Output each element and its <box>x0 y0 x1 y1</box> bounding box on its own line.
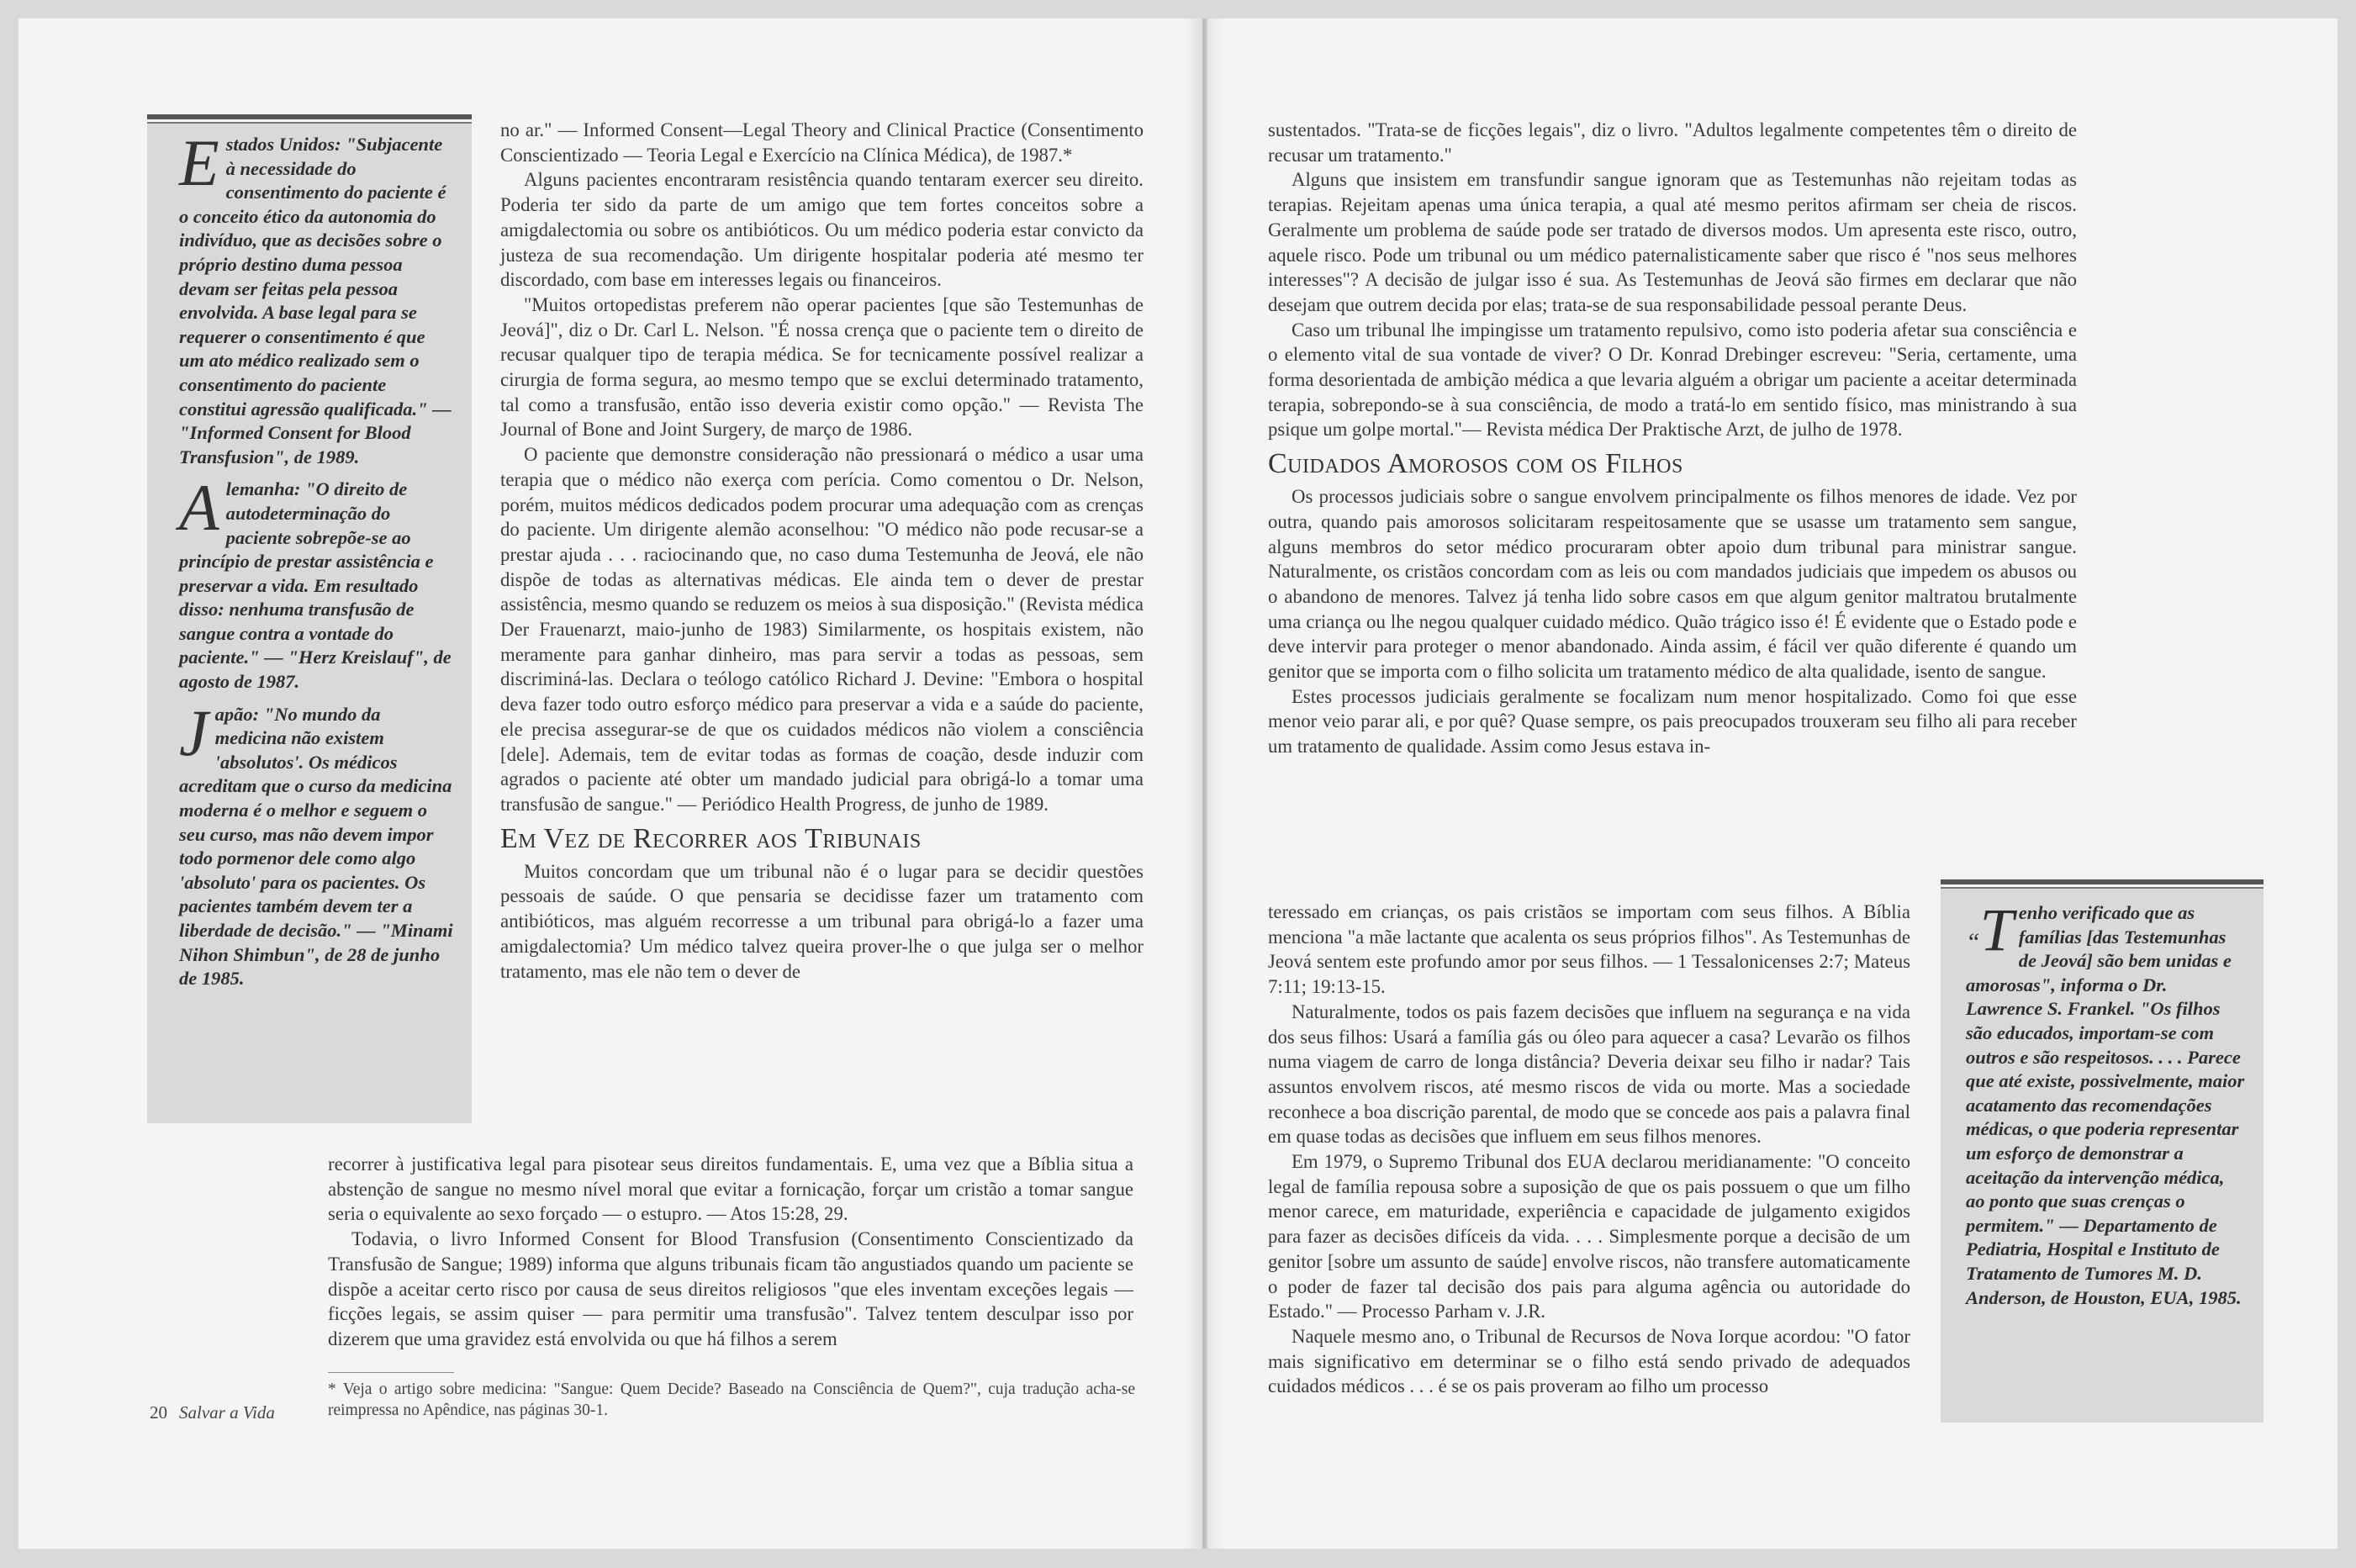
left-lower-column <box>328 1152 1133 1352</box>
paragraph: sustentados. "Trata-se de ficções legais", diz o livro. "Adultos legalmente competentes têm o direito de recusar um tratamento." <box>1268 119 2077 166</box>
section-heading-children: Cuidados Amorosos com os Filhos <box>1268 448 1683 480</box>
paragraph: Naquele mesmo ano, o Tribunal de Recursos de Nova Iorque acordou: "O fator mais significativo em determinar se o filho está sendo privado de adequados cuidados médicos . . . é se os pais proveram ao filho um processo <box>1268 1325 1910 1397</box>
sidebar-quote-text: stados Unidos: "Subjacente à necessidade do consentimento do paciente é o conceito ético da autonomia do indivíduo, que as decisões sobre o próprio destino duma pessoa devam ser feitas pela pessoa envolvida. A base legal para se requerer o consentimento é que um ato médico realizado sem o consentimento do paciente constitui agressão qualificada." — "Informed Consent for Blood Transfusion", de 1989. <box>179 134 452 467</box>
dropcap: E <box>179 126 219 199</box>
dropcap <box>1966 896 2014 968</box>
paragraph: no ar." — Informed Consent—Legal Theory and Clinical Practice (Consentimento Conscientizado — Teoria Legal e Exercício na Clínica Médica), de 1987.* <box>500 119 1144 166</box>
paragraph: Em 1979, o Supremo Tribunal dos EUA declarou meridianamente: "O conceito legal de família repousa sobre a suposição de que os pais possuem o que um filho menor carece, em maturidade, experiência e capacidade de julgamento exigidos para fazer as decisões difíceis da vida. . . . Simplesmente porque a decisão de um genitor [sobre um assunto de saúde] envolve riscos, não transfere automaticamente o poder de fazer tal decisão dos pais para alguma agência ou autoridade do Estado." — Processo Parham v. J.R. <box>1268 1151 1910 1323</box>
dropcap-letter: T <box>1979 896 2014 964</box>
book-title: Salvar a Vida <box>179 1402 275 1423</box>
paragraph: O paciente que demonstre consideração não pressionará o médico a usar uma terapia que o médico não exerça com perícia. Como comentou o Dr. Nelson, porém, muitos médicos dedicados podem procurar uma adequação com as crenças do paciente. Um dirigente alemão aconselhou: "O médico não pode recusar-se a prestar ajuda . . . raciocinando que, no caso duma Testemunha de Jeová, ele não dispõe de todas as alternativas médicas. Ele ainda tem o dever de prestar assistência, mesmo quando se reduzem os meios à sua disposição." (Revista médica Der Frauenarzt, maio-junho de 1983) Similarmente, os hospitais existem, não meramente para ganhar dinheiro, mas para servir a todas as pessoas, sem discriminá-las. Declara o teólogo católico Richard J. Devine: "Embora o hospital deva fazer todo outro esforço médico para preservar a vida e a saúde do paciente, ele precisa assegurar-se de que os cuidados médicos não violem a consciência [dele]. Ademais, tem de evitar todas as formas de coação, desde induzir com agrados o paciente até obter um mandado judicial para obrigá-lo a tomar uma transfusão de sangue." — Periódico Health Progress, de junho de 1989. <box>500 444 1144 815</box>
paragraph: recorrer à justificativa legal para pisotear seus direitos fundamentais. E, uma vez que a Bíblia situa a abstenção de sangue no mesmo nível moral que evitar a fornicação, forçar um cristão a tomar sangue seria o equivalente ao sexo forçado — o estupro. — Atos 15:28, 29. <box>328 1154 1133 1225</box>
sidebar-quote-text: enho verificado que as famílias [das Testemunhas de Jeová] são bem unidas e amorosas", informa o Dr. Lawrence S. Frankel. "Os filhos são educados, importam-se com outros e são respeitosos. . . . Parece que até existe, possivelmente, maior acatamento das recomendações médicas, o que poderia representar um esforço de demonstrar a aceitação da intervenção médica, ao ponto que suas crenças o permitem." — Departamento de Pediatria, Hospital e Instituto de Tratamento de Tumores M. D. Anderson, de Houston, EUA, 1985. <box>1966 902 2245 1308</box>
open-quote-mark: “ <box>1966 928 1980 956</box>
left-main-column <box>500 118 1144 984</box>
paragraph: Estes processos judiciais geralmente se focalizam num menor hospitalizado. Como foi que esse menor veio parar ali, e por quê? Quase sempre, os pais preocupados trouxeram seu filho ali para receber um tratamento de qualidade. Assim como Jesus estava in- <box>1268 685 2077 758</box>
paragraph: Naturalmente, todos os pais fazem decisões que influem na segurança e na vida dos seus filhos: Usará a família gás ou óleo para aquecer a casa? Levarão os filhos numa viagem de carro de longa distância? Deveria deixar seu filho ir nadar? Tais assuntos envolvem riscos, até mesmo riscos de vida ou morte. Mas a sociedade reconhece a boa discrição parental, de modo que se concede aos pais a palavra final em quase todas as decisões que influem em seus filhos menores. <box>1268 1000 1910 1148</box>
paragraph: Todavia, o livro Informed Consent for Blood Transfusion (Consentimento Conscientizado da Transfusão de Sangue; 1989) informa que alguns tribunais ficam tão angustiados quando um paciente se dispõe a aceitar certo risco por causa de seus direitos religiosos "que eles inventam exceções legais — ficções legais, se assim quiser — para permitir uma transfusão". Talvez tentem desculpar isso por dizerem que uma gravidez está envolvida ou que há filhos a serem <box>328 1228 1133 1349</box>
sidebar-quote-usa <box>179 126 455 469</box>
footnote-divider <box>328 1372 454 1373</box>
right-narrow-column <box>1268 900 1910 1399</box>
paragraph: Alguns que insistem em transfundir sangue ignoram que as Testemunhas não rejeitam todas as terapias. Rejeitam apenas uma única terapia, a qual até mesmo peritos afirmam ser cheia de riscos. Geralmente um problema de saúde pode ser tratado de diversos modos. Um apresenta este risco, outro, aquele risco. Pode um tribunal ou um médico paternalisticamente saber que risco é "nos seus melhores interesses"? A decisão de julgar isso é sua. As Testemunhas de Jeová são firmes em declarar que não desejam que outrem decida por elas; trata-se de sua responsabilidade pessoal perante Deus. <box>1268 169 2077 315</box>
paragraph: Os processos judiciais sobre o sangue envolvem principalmente os filhos menores de idade. Vez por outra, quando pais amorosos solicitaram respeitosamente que se usasse um tratamento sem sangue, alguns membros do setor médico procuraram obter apoio dum tribunal para ministrar sangue. Naturalmente, os cristãos concordam com as leis ou com mandados judiciais que impedem os abusos ou o abandono de menores. Talvez já tenha lido sobre casos em que algum genitor maltratou brutalmente uma criança ou lhe negou qualquer cuidado médico. Quão trágico isso é! É evidente que o Estado pode e deve intervir para proteger o menor abandonado. Ainda assim, é fácil ver quão diferente é quando um genitor que se importa com o filho solicita um tratamento médico de alta qualidade, isento de sangue. <box>1268 486 2077 683</box>
dropcap: J <box>179 695 209 769</box>
left-sidebar-quotes <box>147 114 472 1123</box>
sidebar-quote-text: apão: "No mundo da medicina não existem 'absolutos'. Os médicos acreditam que o curso da medicina moderna é o melhor e seguem o seu curso, mas não devem impor todo pormenor dele como algo 'absoluto' para os pacientes. Os pacientes também devem ter a liberdade de decisão." — "Minami Nihon Shimbun", de 28 de junho de 1985. <box>179 703 453 990</box>
right-sidebar-quote <box>1941 879 2264 1423</box>
page-number: 20 <box>150 1402 167 1423</box>
paragraph: Muitos concordam que um tribunal não é o lugar para se decidir questões pessoais de saúde. O que pensaria se decidisse fazer um tratamento com antibióticos, mas alguém recorresse a um tribunal para obrigá-lo a fazer uma amigdalectomia? Um médico talvez queira prover-lhe o que julga ser o melhor tratamento, mas ele não tem o dever de <box>500 860 1144 982</box>
paragraph: teressado em crianças, os pais cristãos se importam com seus filhos. A Bíblia menciona "a mãe lactante que acalenta os seus próprios filhos". As Testemunhas de Jeová sentem este profundo amor por seus filhos. — 1 Tessalonicenses 2:7; Mateus 7:11; 19:13-15. <box>1268 901 1910 998</box>
page-folio <box>150 1402 275 1423</box>
sidebar-quote-frankel <box>1966 896 2245 1310</box>
paragraph: "Muitos ortopedistas preferem não operar pacientes [que são Testemunhas de Jeová]", diz o Dr. Carl L. Nelson. "É nossa crença que o paciente tem o direito de recusar qualquer tipo de terapia médica. Se for tecnicamente possível realizar a cirurgia de forma segura, ao mesmo tempo que se exclui determinado tratamento, tal como a transfusão, então isso deveria existir como opção." — Revista The Journal of Bone and Joint Surgery, de março de 1986. <box>500 293 1144 441</box>
dropcap: A <box>179 471 219 545</box>
book-gutter <box>1187 18 1221 1549</box>
paragraph: Alguns pacientes encontraram resistência quando tentaram exercer seu direito. Poderia ter sido da parte de um amigo que tem fortes conceitos sobre a amigdalectomia ou sobre os antibióticos. Ou um médico poderia estar convicto da justeza de sua recomendação. Um dirigente hospitalar poderia até mesmo ter discordado, com base em interesses legais ou financeiros. <box>500 169 1144 291</box>
sidebar-quote-germany <box>179 471 455 694</box>
sidebar-quote-text: lemanha: "O direito de autodeterminação do paciente sobrepõe-se ao princípio de prestar assistência e preservar a vida. Em resultado disso: nenhuma transfusão de sangue contra a vontade do paciente." — "Herz Kreislauf", de agosto de 1987. <box>179 478 452 693</box>
right-top-column <box>1268 118 2077 759</box>
footnote: * Veja o artigo sobre medicina: "Sangue: Quem Decide? Baseado na Consciência de Quem?", cuja tradução acha-se reimpressa no Apêndice, nas páginas 30-1. <box>328 1381 1135 1419</box>
sidebar-quote-japan <box>179 695 455 991</box>
section-heading-courts: Em Vez de Recorrer aos Tribunais <box>500 822 922 854</box>
paragraph: Caso um tribunal lhe impingisse um tratamento repulsivo, como isto poderia afetar sua consciência e o elemento vital de sua vontade de viver? O Dr. Konrad Drebinger escreveu: "Seria, certamente, uma forma desorientada de ambição médica a que levaria alguém a obrigar um paciente a aceitar determinada terapia, sobrepondo-se à sua consciência, de modo a tratá-lo em sentido físico, mas ministrando à sua psique um golpe mortal."— Revista médica Der Praktische Arzt, de julho de 1978. <box>1268 319 2077 441</box>
